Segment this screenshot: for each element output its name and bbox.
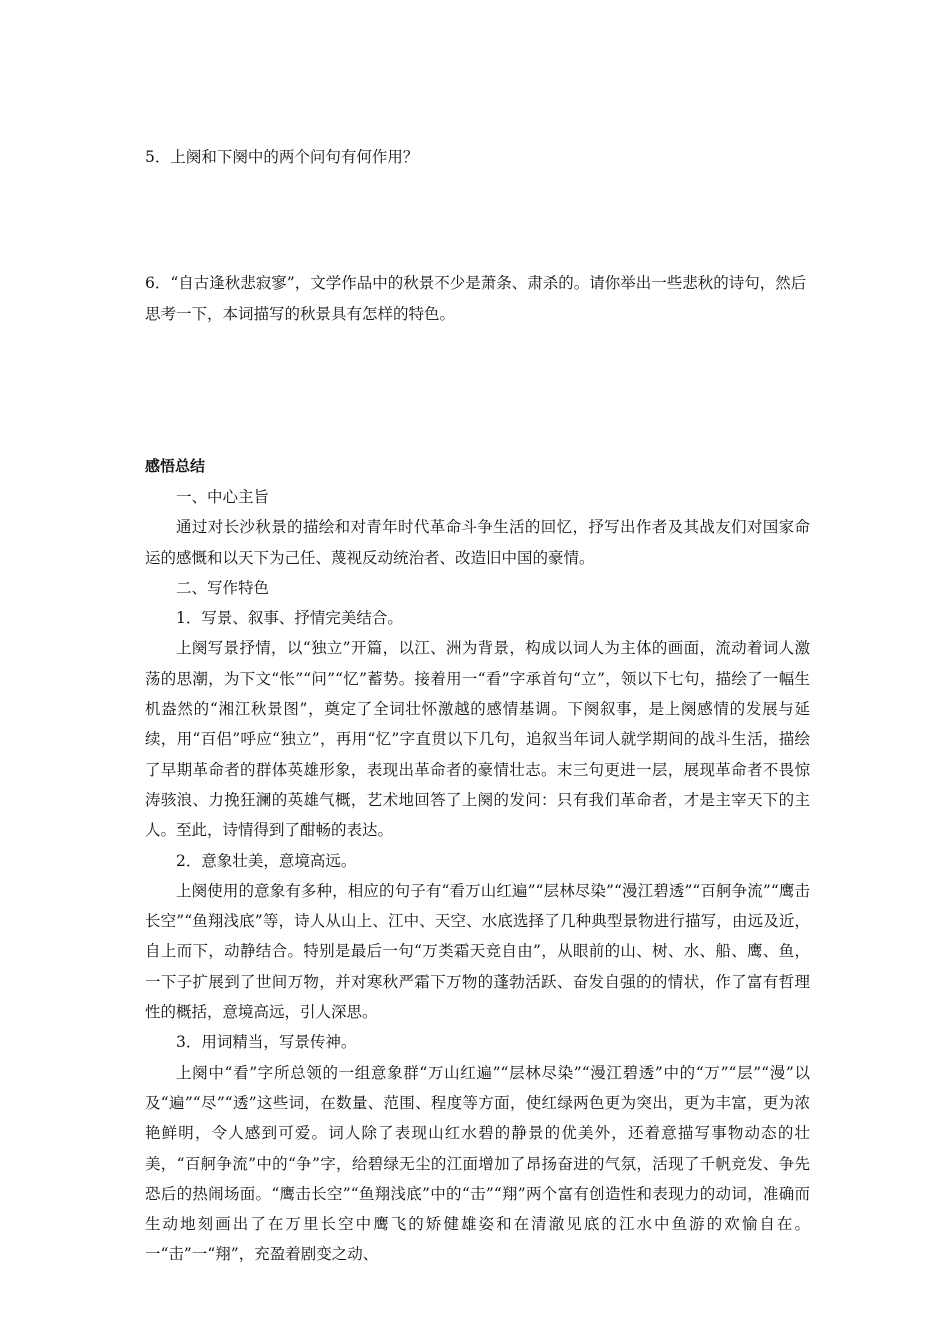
- question-5: 5．上阕和下阕中的两个问句有何作用？: [145, 148, 419, 166]
- summary-subheading-features: 二、写作特色: [176, 578, 270, 597]
- summary-point-3: 3．用词精当，写景传神。: [176, 1033, 357, 1052]
- summary-heading: 感悟总结: [145, 457, 206, 475]
- summary-paragraph-theme: 通过对长沙秋景的描绘和对青年时代革命斗争生活的回忆，抒写出作者及其战友们对国家命运的感慨和以天下为己任、蔑视反动统治者、改造旧中国的豪情。: [145, 518, 810, 567]
- summary-point-1: 1．写景、叙事、抒情完美结合。: [176, 609, 403, 628]
- summary-section: [145, 451, 810, 1270]
- summary-point-2: 2．意象壮美，意境高远。: [176, 851, 357, 870]
- question-6: 6．“自古逢秋悲寂寥”，文学作品中的秋景不少是萧条、肃杀的。请你举出一些悲秋的诗句，然后思考一下，本词描写的秋景具有怎样的特色。: [145, 274, 807, 323]
- summary-paragraph-point-1: 上阕写景抒情，以“独立”开篇，以江、洲为背景，构成以词人为主体的画面，流动着词人激荡的思潮，为下文“怅”“问”“忆”蓄势。接着用一“看”字承首句“立”，领以下七句，描绘了一幅生机盎然的“湘江秋景图”，奠定了全词壮怀激越的感情基调。下阕叙事，是上阕感情的发展与延续，用“百侣”呼应“独立”，再用“忆”字直贯以下几句，追叙当年词人就学期间的战斗生活，描绘了早期革命者的群体英雄形象，表现出革命者的豪情壮志。末三句更进一层，展现革命者不畏惊涛骇浪、力挽狂澜的英雄气概，艺术地回答了上阕的发问：只有我们革命者，才是主宰天下的主人。至此，诗情得到了酣畅的表达。: [145, 639, 810, 840]
- summary-paragraph-point-3: 上阕中“看”字所总领的一组意象群“万山红遍”“层林尽染”“漫江碧透”中的“万”“层”“漫”以及“遍”“尽”“透”这些词，在数量、范围、程度等方面，使红绿两色更为突出，更为丰富，更为浓艳鲜明，令人感到可爱。词人除了表现山红水碧的静景的优美外，还着意描写事物动态的壮美，“百舸争流”中的“争”字，给碧绿无尘的江面增加了昂扬奋进的气氛，活现了千帆竞发、争先恐后的热闹场面。“鹰击长空”“鱼翔浅底”中的“击”“翔”两个富有创造性和表现力的动词，准确而生动地刻画出了在万里长空中鹰飞的矫健雄姿和在清澈见底的江水中鱼游的欢愉自在。一“击”一“翔”，充盈着剧变之动、: [145, 1063, 810, 1264]
- summary-paragraph-point-2: 上阕使用的意象有多种，相应的句子有“看万山红遍”“层林尽染”“漫江碧透”“百舸争流”“鹰击长空”“鱼翔浅底”等，诗人从山上、江中、天空、水底选择了几种典型景物进行描写，由远及近，自上而下，动静结合。特别是最后一句“万类霜天竞自由”，从眼前的山、树、水、船、鹰、鱼，一下子扩展到了世间万物，并对寒秋严霜下万物的蓬勃活跃、奋发自强的的情状，作了富有哲理性的概括，意境高远，引人深思。: [145, 881, 810, 1022]
- summary-subheading-theme: 一、中心主旨: [176, 488, 270, 506]
